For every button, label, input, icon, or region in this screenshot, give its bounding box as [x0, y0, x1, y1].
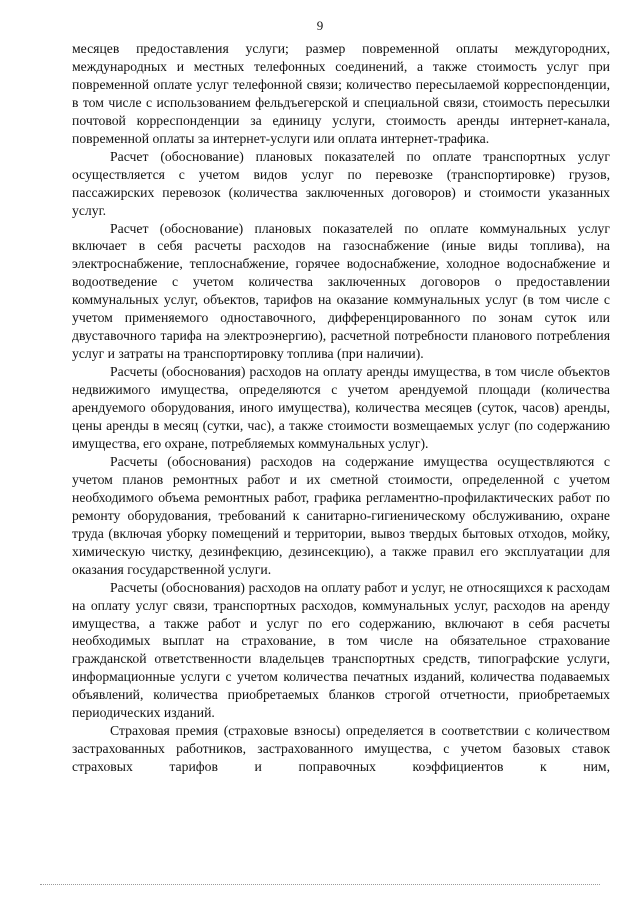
scan-artifact-line: [40, 884, 600, 885]
paragraph-communication-costs: месяцев предоставления услуги; размер повременной оплаты междугородних, международных и местных телефонных соединений, а также стоимость услуг при повременной оплате услуг телефонной связи; количество пересылаемой корреспонденции, в том числе с использованием фельдъегерской и специальной связи, стоимость пересылки почтовой корреспонденции за единицу услуги, стоимость аренды интернет-канала, повременной оплаты за интернет-услуги или оплата интернет-трафика.: [72, 41, 610, 146]
document-body: [72, 40, 610, 776]
paragraph-property-maintenance: Расчеты (обоснования) расходов на содержание имущества осуществляются с учетом планов ремонтных работ и их сметной стоимости, определенной с учетом необходимого объема ремонтных работ, графика регламентно-профилактических работ по ремонту оборудования, требований к санитарно-гигиеническому обслуживанию, охране труда (включая уборку помещений и территории, вывоз твердых бытовых отходов, мойку, химическую чистку, дезинфекцию, дезинсекцию), а также правил его эксплуатации для оказания государственной услуги.: [72, 453, 610, 577]
paragraph-transport-services: Расчет (обоснование) плановых показателей по оплате транспортных услуг осуществляется с учетом видов услуг по перевозке (транспортировке) грузов, пассажирских перевозок (количества заключенных договоров) и стоимости указанных услуг.: [72, 148, 610, 218]
paragraph-utility-services: Расчет (обоснование) плановых показателей по оплате коммунальных услуг включает в себя расчеты расходов на газоснабжение (иные виды топлива), на электроснабжение, теплоснабжение, горячее водоснабжение, холодное водоснабжение и водоотведение с учетом количества заключенных договоров о предоставлении коммунальных услуг, объектов, тарифов на оказание коммунальных услуг (в том числе с учетом применяемого одноставочного, дифференцированного по зонам суток или двуставочного тарифа на электроэнергию), расчетной потребности планового потребления услуг и затраты на транспортировку топлива (при наличии).: [72, 220, 610, 362]
paragraph-other-works-services: Расчеты (обоснования) расходов на оплату работ и услуг, не относящихся к расходам на оплату услуг связи, транспортных расходов, коммунальных услуг, расходов на аренду имущества, а также работ и услуг по его содержанию, включают в себя расчеты необходимых выплат на страхование, в том числе на обязательное страхование гражданской ответственности владельцев транспортных средств, типографские услуги, информационные услуги с учетом количества печатных изданий, количества подаваемых объявлений, количества приобретаемых бланков строгой отчетности, приобретаемых периодических изданий.: [72, 579, 610, 721]
paragraph-property-rent: Расчеты (обоснования) расходов на оплату аренды имущества, в том числе объектов недвижимого имущества, определяются с учетом арендуемой площади (количества арендуемого оборудования, иного имущества), количества месяцев (суток, часов) аренды, цены аренды в месяц (сутки, час), а также стоимости возмещаемых услуг (по содержанию имущества, его охране, потребляемых коммунальных услуг).: [72, 364, 610, 451]
paragraph-insurance-premium: Страховая премия (страховые взносы) определяется в соответствии с количеством застрахованных работников, застрахованного имущества, с учетом базовых ставок страховых тарифов и поправочных коэффициентов к ним,: [72, 723, 610, 775]
page-number: 9: [316, 18, 324, 33]
